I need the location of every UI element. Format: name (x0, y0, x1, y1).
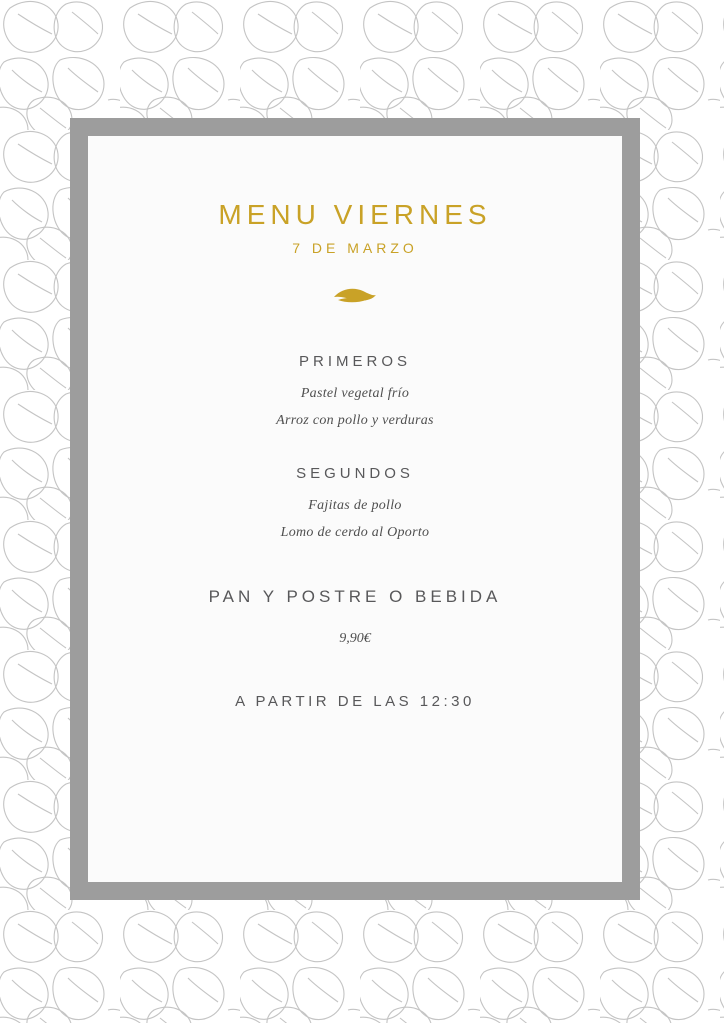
section-title-primeros: PRIMEROS (298, 352, 411, 370)
menu-section-segundos (128, 465, 582, 541)
menu-price: 9,90€ (339, 630, 371, 646)
menu-section-primeros (128, 353, 582, 429)
menu-schedule: A PARTIR DE LAS 12:30 (235, 692, 475, 710)
menu-item: Arroz con pollo y verduras (276, 412, 434, 428)
section-title-segundos: SEGUNDOS (296, 464, 414, 482)
menu-content (88, 136, 622, 882)
leaf-swirl-icon (332, 284, 378, 306)
menu-date: 7 DE MARZO (292, 239, 418, 256)
page-title: MENU VIERNES (218, 199, 492, 230)
menu-item: Pastel vegetal frío (300, 385, 410, 401)
included-title: PAN Y POSTRE O BEBIDA (208, 586, 502, 606)
menu-item: Fajitas de pollo (308, 497, 402, 513)
menu-item: Lomo de cerdo al Oporto (280, 524, 430, 540)
